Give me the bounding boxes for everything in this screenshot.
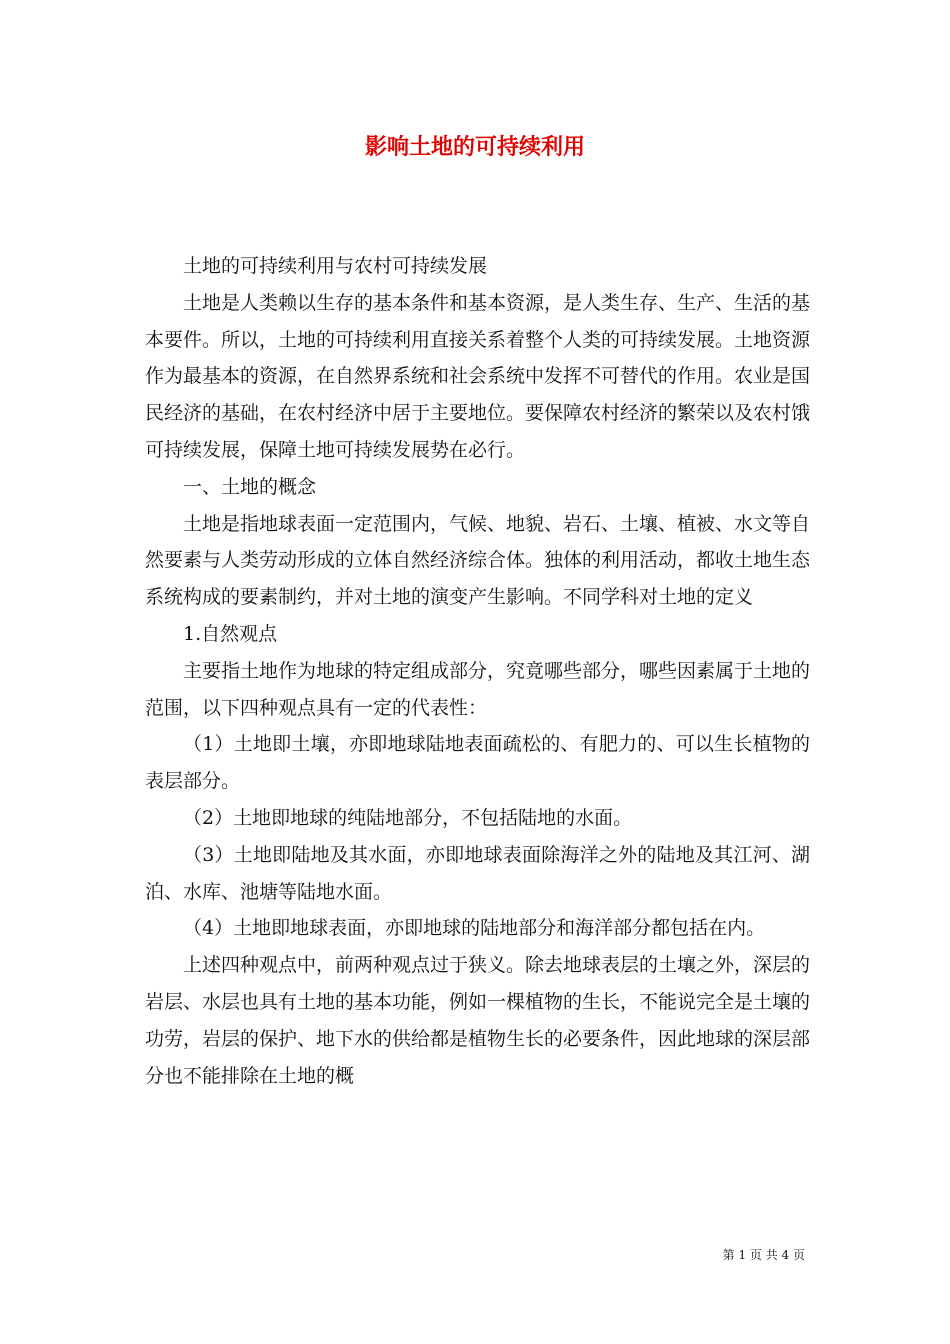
viewpoint-4-paragraph: （4）土地即地球表面，亦即地球的陆地部分和海洋部分都包括在内。 [183,917,766,940]
viewpoints-intro-paragraph: 主要指土地作为地球的特定组成部分，究竟哪些部分，哪些因素属于土地的范围，以下四种观点具有一定的代表性： [145,659,811,719]
section-heading: 一、土地的概念 [183,475,317,498]
subtitle-paragraph: 土地的可持续利用与农村可持续发展 [183,255,488,277]
analysis-paragraph: 上述四种观点中，前两种观点过于狭义。除去地球表层的土壤之外，深层的岩层、水层也具有土地的基本功能，例如一棵植物的生长，不能说完全是土壤的功劳，岩层的保护、地下水的供给都是植物生长的必要条件，因此地球的深层部分也不能排除在土地的概 [145,954,811,1087]
page-number: 第 1 页 共 4 页 [722,1248,805,1262]
intro-paragraph: 土地是人类赖以生存的基本条件和基本资源，是人类生存、生产、生活的基本要件。所以，土地的可持续利用直接关系着整个人类的可持续发展。土地资源作为最基本的资源，在自然界系统和社会系统中发挥不可替代的作用。农业是国民经济的基础，在农村经济中居于主要地位。要保障农村经济的繁荣以及农村饿可持续发展，保障土地可持续发展势在必行。 [145,291,811,461]
document-title: 影响土地的可持续利用 [364,135,585,160]
viewpoint-1-paragraph: （1）土地即土壤，亦即地球陆地表面疏松的、有肥力的、可以生长植物的表层部分。 [145,733,810,793]
document-body [145,248,810,1094]
subsection-heading: 1.自然观点 [183,622,278,645]
definition-paragraph: 土地是指地球表面一定范围内，气候、地貌、岩石、土壤、植被、水文等自然要素与人类劳动形成的立体自然经济综合体。独体的利用活动，都收土地生态系统构成的要素制约，并对土地的演变产生影响。不同学科对土地的定义 [145,512,811,609]
viewpoint-3-paragraph: （3）土地即陆地及其水面，亦即地球表面除海洋之外的陆地及其江河、湖泊、水库、池塘等陆地水面。 [145,843,810,903]
viewpoint-2-paragraph: （2）土地即地球的纯陆地部分，不包括陆地的水面。 [183,806,633,829]
